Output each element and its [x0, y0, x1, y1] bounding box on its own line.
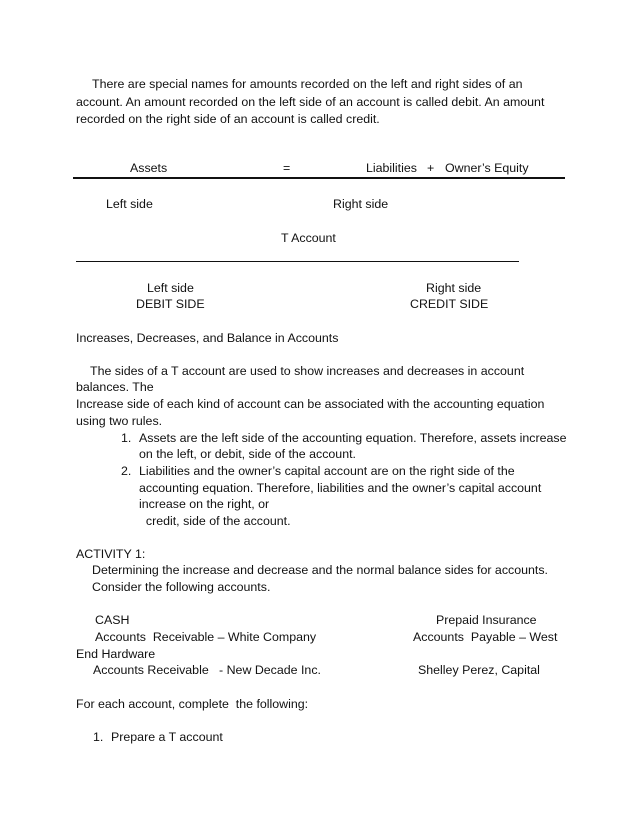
t-account-debit-side: DEBIT SIDE [136, 297, 205, 311]
equation-liabilities: Liabilities [366, 161, 417, 175]
section-para-line-3: Increase side of each kind of account can be associated with the accounting equation [76, 397, 545, 411]
account-ar-new-decade: Accounts Receivable - New Decade Inc. [93, 663, 321, 677]
rule-2-line-1: Liabilities and the owner’s capital account are on the right side of the [139, 464, 515, 478]
intro-line-3: recorded on the right side of an account is called credit. [76, 112, 380, 126]
equation-left-side: Left side [106, 197, 153, 211]
instructions-lead: For each account, complete the following: [76, 697, 309, 711]
equation-assets: Assets [130, 161, 168, 175]
account-prepaid-insurance: Prepaid Insurance [436, 613, 537, 627]
equation-equals: = [283, 161, 291, 175]
activity-heading: ACTIVITY 1: [76, 547, 146, 561]
equation-owners-equity: Owner’s Equity [445, 161, 529, 175]
account-ap-west: Accounts Payable – West [413, 630, 558, 644]
section-para-line-1: The sides of a T account are used to show increases and decreases in account [90, 364, 525, 378]
rule-1-line-2: on the left, or debit, side of the account. [139, 447, 356, 461]
account-end-hardware: End Hardware [76, 647, 156, 661]
account-cash: CASH [95, 613, 130, 627]
intro-line-1: There are special names for amounts recorded on the left and right sides of an [92, 77, 523, 91]
rule-2-number: 2. [121, 464, 132, 478]
rule-2-line-2: accounting equation. Therefore, liabilities and the owner’s capital account [139, 481, 542, 495]
rule-2-line-3: increase on the right, or [139, 497, 270, 511]
equation-right-side: Right side [333, 197, 389, 211]
account-ar-white-company: Accounts Receivable – White Company [95, 630, 317, 644]
account-capital: Shelley Perez, Capital [418, 663, 540, 677]
rule-2-line-4: credit, side of the account. [139, 514, 291, 528]
t-account-title: T Account [281, 231, 336, 245]
section-para-line-4: using two rules. [76, 414, 163, 428]
intro-line-2: account. An amount recorded on the left side of an account is called debit. An amount [76, 95, 545, 109]
equation-rule [73, 177, 565, 179]
instructions-step-1-number: 1. [93, 730, 104, 744]
section-para-line-2: balances. The [76, 380, 154, 394]
activity-line-1: Determining the increase and decrease and the normal balance sides for accounts. [92, 563, 548, 577]
equation-plus: + [427, 161, 435, 175]
section-heading: Increases, Decreases, and Balance in Accounts [76, 331, 339, 345]
t-account-right-label: Right side [426, 281, 482, 295]
t-account-rule [76, 261, 519, 262]
rule-1-line-1: Assets are the left side of the accounting equation. Therefore, assets increase [139, 431, 567, 445]
activity-line-2: Consider the following accounts. [92, 580, 271, 594]
instructions-step-1: Prepare a T account [111, 730, 223, 744]
rule-1-number: 1. [121, 431, 132, 445]
t-account-credit-side: CREDIT SIDE [410, 297, 489, 311]
t-account-left-label: Left side [147, 281, 194, 295]
